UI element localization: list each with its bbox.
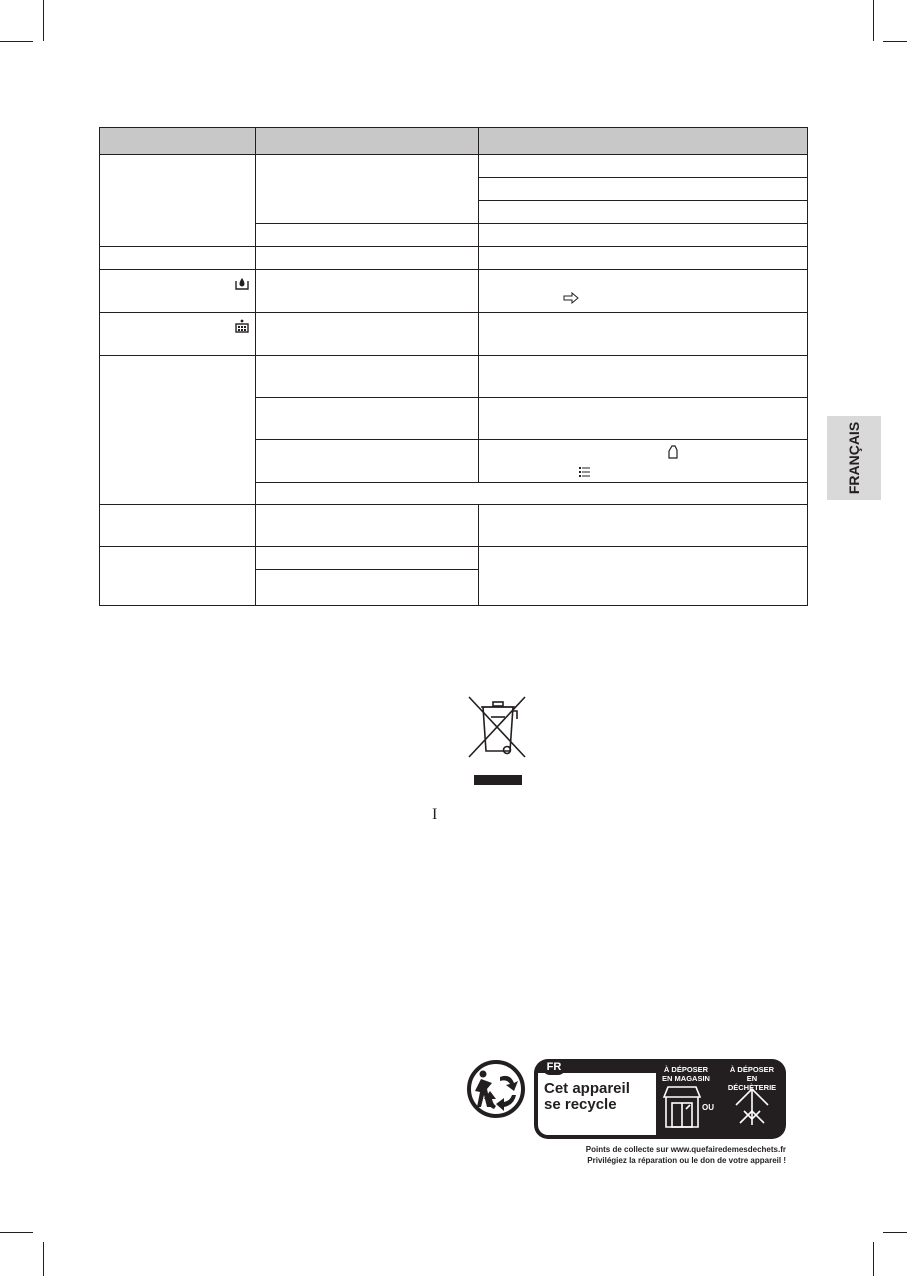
table-cell xyxy=(256,224,479,247)
dechetterie-icon xyxy=(730,1085,774,1134)
troubleshooting-table xyxy=(99,127,808,606)
banner-title xyxy=(544,1081,630,1113)
crop-mark xyxy=(43,0,44,41)
table-cell xyxy=(479,178,808,201)
table-cell xyxy=(256,547,479,570)
table-cell xyxy=(479,270,808,313)
table-row xyxy=(100,313,808,356)
table-cell xyxy=(256,505,479,547)
table-cell xyxy=(256,570,479,606)
table-cell xyxy=(100,155,256,247)
table-cell xyxy=(256,483,808,505)
table-cell xyxy=(256,440,479,483)
table-cell xyxy=(479,440,808,483)
crop-mark xyxy=(883,1232,907,1233)
table-row xyxy=(100,356,808,398)
table-cell xyxy=(479,356,808,398)
table-cell xyxy=(256,356,479,398)
crop-mark xyxy=(0,1232,33,1233)
collection-points-text: Points de collecte sur www.quefairedemesdechets.fr xyxy=(585,1145,786,1154)
language-tab-label: FRANÇAIS xyxy=(846,421,862,495)
crop-mark xyxy=(873,1242,874,1276)
water-tank-icon xyxy=(235,276,249,290)
text-cursor: I xyxy=(432,806,438,823)
dechetterie-header: À DÉPOSER EN DÉCHÈTERIE xyxy=(727,1065,777,1092)
table-cell xyxy=(479,505,808,547)
table-cell xyxy=(100,247,256,270)
table-cell xyxy=(100,547,256,606)
table-cell xyxy=(100,356,256,505)
table-cell xyxy=(256,247,479,270)
fr-badge: FR xyxy=(542,1059,566,1075)
table-row xyxy=(100,155,808,178)
table-cell xyxy=(100,270,256,313)
coffee-grounds-drawer-icon xyxy=(235,319,249,333)
table-row xyxy=(100,505,808,547)
table-cell xyxy=(479,247,808,270)
table-cell xyxy=(479,224,808,247)
menu-list-icon xyxy=(579,467,590,480)
header-remedy xyxy=(479,128,808,155)
table-cell xyxy=(479,155,808,178)
header-problem xyxy=(100,128,256,155)
crossed-out-wheelie-bin-icon xyxy=(461,693,531,788)
crop-mark xyxy=(43,1242,44,1276)
table-cell xyxy=(479,201,808,224)
crop-mark xyxy=(883,41,907,42)
table-row xyxy=(100,270,808,313)
store-header: À DÉPOSER EN MAGASIN xyxy=(662,1065,710,1083)
table-cell xyxy=(479,547,808,606)
table-cell xyxy=(479,313,808,356)
triman-icon xyxy=(466,1059,526,1119)
repair-advice-text: Privilégiez la réparation ou le don de votre appareil ! xyxy=(587,1156,786,1165)
table-cell xyxy=(256,313,479,356)
or-label: OU xyxy=(702,1103,714,1112)
shop-icon xyxy=(662,1085,702,1134)
recycling-info-banner xyxy=(534,1059,786,1139)
table-cell xyxy=(479,398,808,440)
table-cell xyxy=(100,505,256,547)
crop-mark xyxy=(873,0,874,41)
table-row xyxy=(100,247,808,270)
table-row xyxy=(100,547,808,570)
table-cell xyxy=(256,270,479,313)
banner-title-line1: Cet appareil xyxy=(544,1080,630,1097)
header-cause xyxy=(256,128,479,155)
milk-container-icon xyxy=(667,445,679,462)
table-cell xyxy=(256,155,479,224)
table-header-row xyxy=(100,128,808,155)
table-cell xyxy=(256,398,479,440)
table-cell xyxy=(100,313,256,356)
crop-mark xyxy=(0,41,33,42)
language-tab xyxy=(827,416,881,500)
banner-title-line2: se recycle xyxy=(544,1096,617,1113)
recycling-footer xyxy=(534,1144,786,1166)
arrow-right-icon xyxy=(563,292,579,307)
